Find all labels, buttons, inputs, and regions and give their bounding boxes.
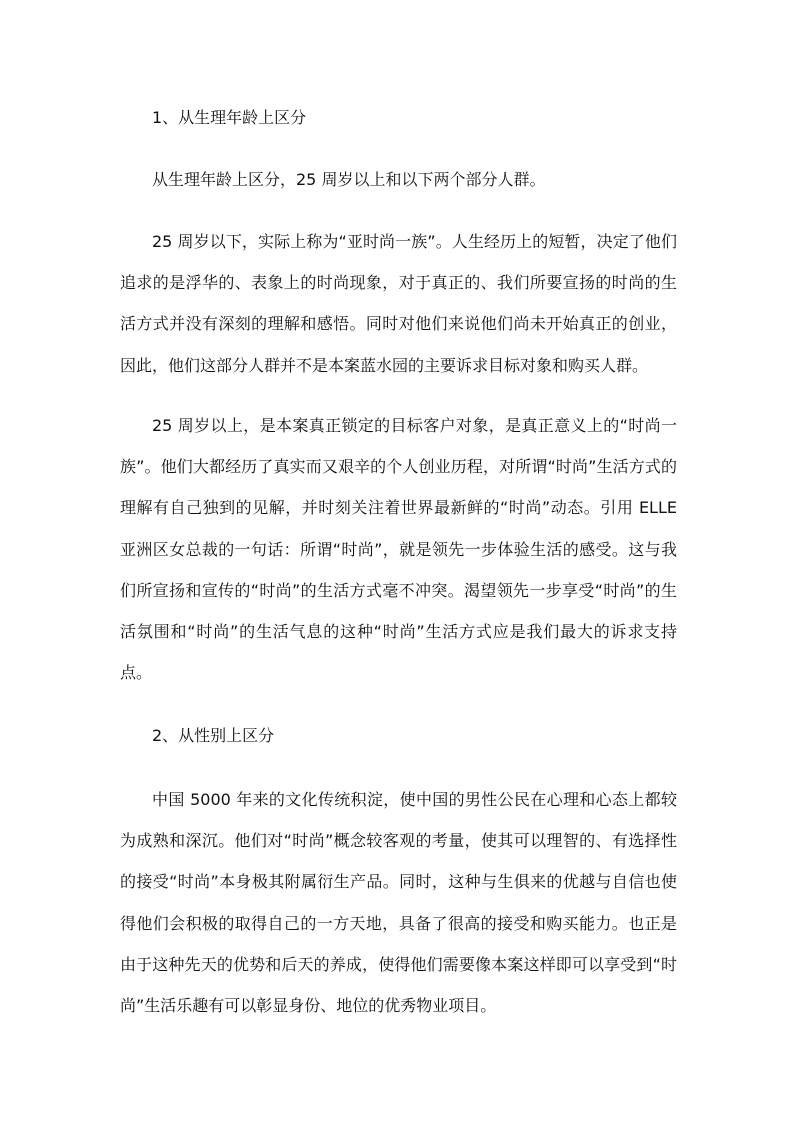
- paragraph-male: 中国 5000 年来的文化传统积淀，使中国的男性公民在心理和心态上都较为成熟和深沉。他们对“时尚”概念较客观的考量，使其可以理智的、有选择性的接受“时尚”本身极其附属衍生产品。同时，这种与生俱来的优越与自信也使得他们会积极的取得自己的一方天地，具备了很高的接受和购买能力。也正是由于这种先天的优势和后天的养成，使得他们需要像本案这样即可以享受到“时尚”生活乐趣有可以彰显身份、地位的优秀物业项目。: [120, 790, 677, 1016]
- section2-heading: 2、从性别上区分: [152, 726, 275, 745]
- section1-heading: 1、从生理年龄上区分: [152, 108, 307, 127]
- paragraph-under-25: 25 周岁以下，实际上称为“亚时尚一族”。人生经历上的短暂，决定了他们追求的是浮华的、表象上的时尚现象，对于真正的、我们所要宣扬的时尚的生活方式并没有深刻的理解和感悟。同时对他们来说他们尚未开始真正的创业，因此，他们这部分人群并不是本案蓝水园的主要诉求目标对象和购买人群。: [120, 232, 677, 375]
- paragraph-over-25: 25 周岁以上，是本案真正锁定的目标客户对象，是真正意义上的“时尚一族”。他们大都经历了真实而又艰辛的个人创业历程，对所谓“时尚”生活方式的理解有自己独到的见解，并时刻关注着世界最新鲜的“时尚”动态。引用 ELLE 亚洲区女总裁的一句话：所谓“时尚”，就是领先一步体验生活的感受。这与我们所宣扬和宣传的“时尚”的生活方式毫不冲突。渴望领先一步享受“时尚”的生活氛围和“时尚”的生活气息的这种“时尚”生活方式应是我们最大的诉求支持点。: [120, 416, 677, 683]
- section1-intro: 从生理年龄上区分，25 周岁以上和以下两个部分人群。: [152, 170, 546, 189]
- document-page: [120, 0, 677, 1123]
